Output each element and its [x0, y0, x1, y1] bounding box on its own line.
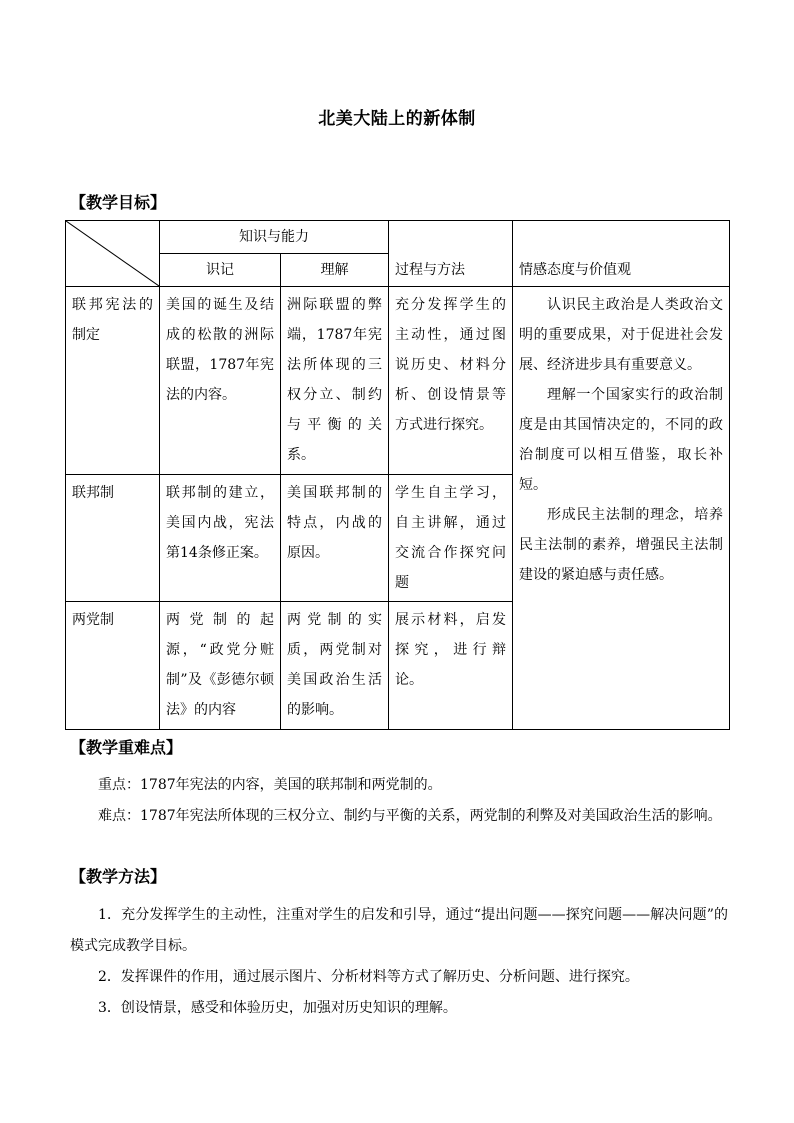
row-understand: 美国联邦制的特点，内战的原因。: [281, 475, 389, 602]
affective-paragraph: 认识民主政治是人类政治文明的重要成果，对于促进社会发展、经济进步具有重要意义。: [519, 297, 723, 373]
row-topic: 联邦宪法的制定: [66, 287, 160, 475]
methods-list: [70, 900, 728, 1024]
header-attitude: 情感态度与价值观: [513, 221, 730, 287]
row-process: 展示材料，启发探究，进行辩论。: [389, 602, 513, 730]
keypoints-block: [70, 770, 728, 832]
row-recall: 联邦制的建立，美国内战，宪法第14条修正案。: [160, 475, 281, 602]
header-knowledge: 知识与能力: [160, 221, 389, 254]
section-keypoints-heading: 【教学重难点】: [70, 738, 183, 757]
section-objectives-heading: 【教学目标】: [70, 193, 167, 212]
row-topic: 联邦制: [66, 475, 160, 602]
header-understand: 理解: [281, 254, 389, 287]
affective-paragraph: 形成民主法制的理念，培养民主法制的素养，增强民主法制建设的紧迫感与责任感。: [519, 507, 723, 583]
diagonal-line: [66, 221, 159, 286]
method-item: 3．创设情景，感受和体验历史，加强对历史知识的理解。: [98, 1000, 457, 1016]
header-process: 过程与方法: [389, 221, 513, 287]
table-row: [66, 287, 730, 475]
keypoint-difficult: 难点：1787年宪法所体现的三权分立、制约与平衡的关系，两党制的利弊及对美国政治生活的影响。: [98, 808, 722, 824]
header-recall: 识记: [160, 254, 281, 287]
keypoint-key: 重点：1787年宪法的内容，美国的联邦制和两党制的。: [98, 777, 442, 793]
diagonal-header-cell: [66, 221, 160, 287]
row-recall: 美国的诞生及结成的松散的洲际联盟，1787年宪法的内容。: [160, 287, 281, 475]
section-methods-heading: 【教学方法】: [70, 867, 167, 886]
method-item: 1．充分发挥学生的主动性，注重对学生的启发和引导，通过“提出问题——探究问题——解决问题”的模式完成教学目标。: [70, 907, 728, 954]
row-understand: 洲际联盟的弊端，1787年宪法所体现的三权分立、制约与平衡的关系。: [281, 287, 389, 475]
row-recall: 两党制的起源，“政党分赃制”及《彭德尔顿法》的内容: [160, 602, 281, 730]
page-title: 北美大陆上的新体制: [318, 109, 476, 129]
affective-paragraph: 理解一个国家实行的政治制度是由其国情决定的，不同的政治制度可以相互借鉴，取长补短。: [519, 387, 723, 493]
row-process: 学生自主学习，自主讲解，通过交流合作探究问题: [389, 475, 513, 602]
row-topic: 两党制: [66, 602, 160, 730]
affective-cell: [513, 287, 730, 730]
row-understand: 两党制的实质，两党制对美国政治生活的影响。: [281, 602, 389, 730]
row-process: 充分发挥学生的主动性，通过图说历史、材料分析、创设情景等方式进行探究。: [389, 287, 513, 475]
method-item: 2．发挥课件的作用，通过展示图片、分析材料等方式了解历史、分析问题、进行探究。: [98, 969, 639, 985]
objectives-table: [65, 220, 730, 730]
